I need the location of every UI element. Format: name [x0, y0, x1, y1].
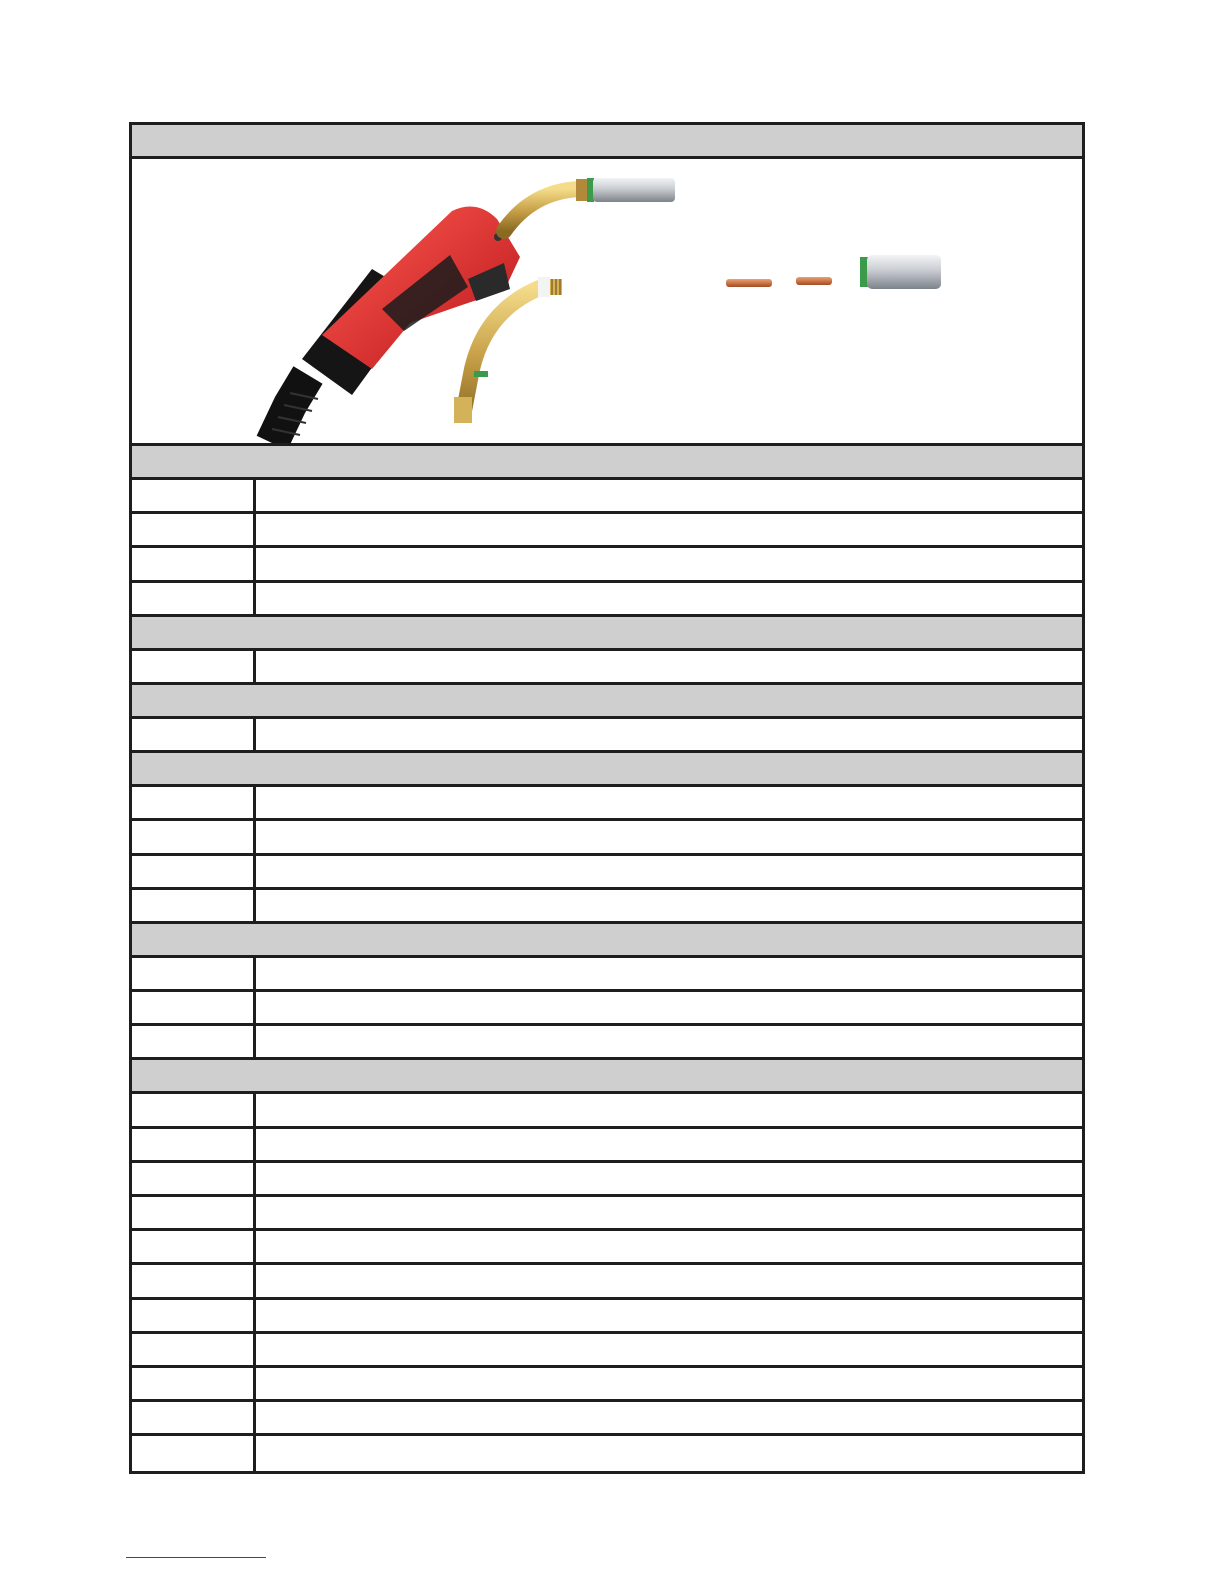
- product-photo: [132, 159, 1082, 446]
- section-heading: [132, 617, 1082, 651]
- table-row: [132, 1231, 1082, 1265]
- table-row: [132, 480, 1082, 514]
- footnote-separator: [126, 1557, 266, 1558]
- row-label: [132, 548, 256, 579]
- table-row: [132, 1334, 1082, 1368]
- table-row: [132, 1265, 1082, 1299]
- row-value: [256, 1094, 1082, 1125]
- row-value: [256, 719, 1082, 750]
- table-row: [132, 1436, 1082, 1470]
- row-value: [256, 548, 1082, 579]
- row-value: [256, 480, 1082, 511]
- row-label: [132, 719, 256, 750]
- section-heading: [132, 753, 1082, 787]
- section-heading: [132, 924, 1082, 958]
- row-label: [132, 514, 256, 545]
- row-value: [256, 583, 1082, 614]
- table-row: [132, 890, 1082, 924]
- row-value: [256, 958, 1082, 989]
- section-heading: [132, 1060, 1082, 1094]
- table-row: [132, 958, 1082, 992]
- row-value: [256, 821, 1082, 852]
- row-label: [132, 1231, 256, 1262]
- table-row: [132, 787, 1082, 821]
- table-row: [132, 856, 1082, 890]
- table-row: [132, 548, 1082, 582]
- row-value: [256, 1129, 1082, 1160]
- row-value: [256, 787, 1082, 818]
- row-label: [132, 890, 256, 921]
- table-row: [132, 1129, 1082, 1163]
- table-row: [132, 1163, 1082, 1197]
- table-row: [132, 514, 1082, 548]
- row-label: [132, 821, 256, 852]
- table-row: [132, 1368, 1082, 1402]
- table-row: [132, 1094, 1082, 1128]
- row-label: [132, 651, 256, 682]
- row-value: [256, 856, 1082, 887]
- row-value: [256, 514, 1082, 545]
- row-value: [256, 1163, 1082, 1194]
- row-label: [132, 480, 256, 511]
- row-label: [132, 1300, 256, 1331]
- row-label: [132, 583, 256, 614]
- row-label: [132, 1197, 256, 1228]
- row-label: [132, 958, 256, 989]
- table-row: [132, 1300, 1082, 1334]
- table-row: [132, 651, 1082, 685]
- row-label: [132, 856, 256, 887]
- row-value: [256, 1197, 1082, 1228]
- row-value: [256, 1300, 1082, 1331]
- mig-torch-image: [132, 159, 1082, 443]
- row-value: [256, 1334, 1082, 1365]
- row-value: [256, 1368, 1082, 1399]
- row-value: [256, 992, 1082, 1023]
- row-label: [132, 992, 256, 1023]
- row-label: [132, 787, 256, 818]
- table-row: [132, 583, 1082, 617]
- row-value: [256, 1231, 1082, 1262]
- row-value: [256, 1402, 1082, 1433]
- row-value: [256, 1026, 1082, 1057]
- table-row: [132, 719, 1082, 753]
- row-value: [256, 651, 1082, 682]
- row-label: [132, 1368, 256, 1399]
- row-label: [132, 1026, 256, 1057]
- row-value: [256, 1436, 1082, 1470]
- table-row: [132, 992, 1082, 1026]
- row-label: [132, 1334, 256, 1365]
- spec-table: [129, 122, 1085, 1474]
- table-row: [132, 1026, 1082, 1060]
- row-label: [132, 1129, 256, 1160]
- table-row: [132, 1402, 1082, 1436]
- table-row: [132, 821, 1082, 855]
- row-label: [132, 1265, 256, 1296]
- row-label: [132, 1163, 256, 1194]
- row-label: [132, 1094, 256, 1125]
- section-heading: [132, 685, 1082, 719]
- row-label: [132, 1436, 256, 1470]
- row-label: [132, 1402, 256, 1433]
- row-value: [256, 890, 1082, 921]
- section-heading: [132, 446, 1082, 480]
- row-value: [256, 1265, 1082, 1296]
- table-row: [132, 1197, 1082, 1231]
- table-title-band: [132, 125, 1082, 159]
